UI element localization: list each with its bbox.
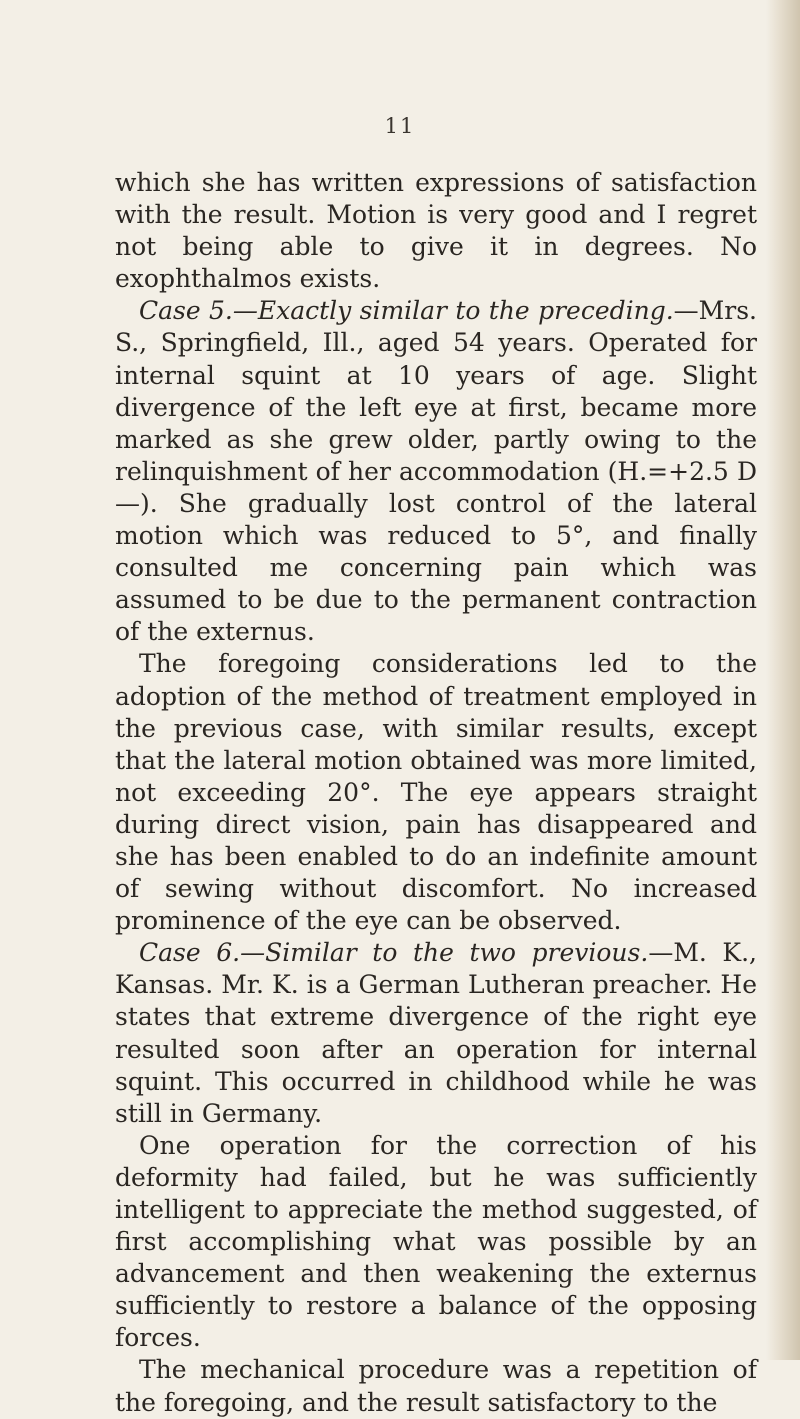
- paragraph-text: The foregoing considerations led to the adoption of the method of treatment employed in the previous case, with similar results, except that the lateral motion obtained was more limited, not exceeding 20°. The eye appears straight during direct vision, pain has disappeared and she has been enabled to do an indefinite amount of sewing without discomfort. No increased prominence of the eye can be observed.: [115, 649, 757, 936]
- paragraph-text: which she has written expressions of satisfaction with the result. Motion is very good and I regret not being able to give it in degrees. No exophthalmos exists.: [115, 168, 757, 294]
- paragraph-continuation: [115, 167, 757, 295]
- case-6-heading: Case 6.—Similar to the two previous.: [139, 938, 649, 968]
- case-5-heading: Case 5.—Exactly similar to the preceding.: [139, 296, 674, 326]
- paragraph-text: —M. K., Kansas. Mr. K. is a German Lutheran preacher. He states that extreme divergence of the right eye resulted soon after an operation for internal squint. This occurred in childhood while he was still in Germany.: [115, 938, 757, 1128]
- paragraph-text: —Mrs. S., Springfield, Ill., aged 54 years. Operated for internal squint at 10 years of age. Slight divergence of the left eye at first, became more marked as she grew older, partly owing to the relinquishment of her accommodation (H.=+2.5 D—). She gradually lost control of the lateral motion which was reduced to 5°, and finally consulted me concerning pain which was assumed to be due to the permanent contraction of the externus.: [115, 296, 757, 647]
- paragraph-text: The mechanical procedure was a repetition of the foregoing, and the result satisfactory to the: [115, 1355, 757, 1417]
- paragraph-case-5: [115, 295, 757, 648]
- page-number: 11: [384, 114, 416, 138]
- paragraph-case-6: [115, 937, 757, 1130]
- paragraph-text: One operation for the correction of his deformity had failed, but he was sufficiently intelligent to appreciate the method suggested, of first accomplishing what was possible by an advancement and then weakening the externus sufficiently to restore a balance of the opposing forces.: [115, 1130, 757, 1353]
- paragraph-operation: [115, 1130, 757, 1355]
- paragraph-procedure: [115, 1354, 757, 1418]
- paragraph-treatment: [115, 648, 757, 937]
- body-text: [115, 167, 757, 1419]
- page-edge-shadow: [766, 0, 800, 1360]
